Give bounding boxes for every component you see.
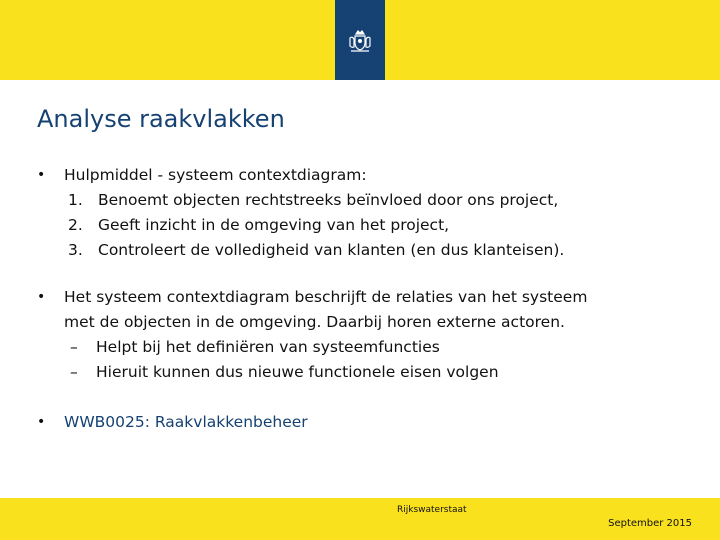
bullet-2: [37, 285, 697, 385]
logo-ribbon: [335, 0, 385, 80]
item-text: Geeft inzicht in de omgeving van het project,: [98, 216, 450, 234]
bullet-dot: •: [37, 414, 46, 430]
bullet-dot: •: [37, 167, 46, 183]
item-text: Benoemt objecten rechtstreeks beïnvloed door ons project,: [98, 191, 559, 209]
spacer: [37, 385, 697, 410]
numbered-item-2: [64, 213, 697, 238]
item-text: Controleert de volledigheid van klanten (en dus klanteisen).: [98, 241, 565, 259]
item-number: 3.: [68, 241, 83, 259]
spacer: [37, 263, 697, 285]
bullet-2-line-1: Het systeem contextdiagram beschrijft de relaties van het systeem: [64, 288, 588, 306]
bullet-dot: •: [37, 289, 46, 305]
footer-brand: Rijkswaterstaat: [397, 505, 467, 515]
bullet-3: [37, 410, 697, 435]
dash-mark: –: [70, 363, 78, 381]
dash-mark: –: [70, 338, 78, 356]
footer-band: [0, 498, 720, 540]
item-number: 1.: [68, 191, 83, 209]
royal-coat-of-arms-icon: [347, 28, 373, 54]
bullet-1-text: Hulpmiddel - systeem contextdiagram:: [64, 166, 367, 184]
dash-item-2: [64, 360, 697, 385]
dash-text: Helpt bij het definiëren van systeemfuncties: [96, 338, 440, 356]
bullet-2-line-2: met de objecten in de omgeving. Daarbij horen externe actoren.: [64, 313, 565, 331]
dash-text: Hieruit kunnen dus nieuwe functionele eisen volgen: [96, 363, 499, 381]
item-number: 2.: [68, 216, 83, 234]
numbered-item-1: [64, 188, 697, 213]
bullet-1: [37, 163, 697, 263]
dash-item-1: [64, 335, 697, 360]
footer-date: September 2015: [608, 518, 692, 529]
bullet-3-reference-link[interactable]: WWB0025: Raakvlakkenbeheer: [64, 413, 308, 431]
numbered-item-3: [64, 238, 697, 263]
slide-content: [37, 163, 697, 435]
top-header-band: [0, 0, 720, 80]
slide-title: Analyse raakvlakken: [37, 105, 285, 133]
